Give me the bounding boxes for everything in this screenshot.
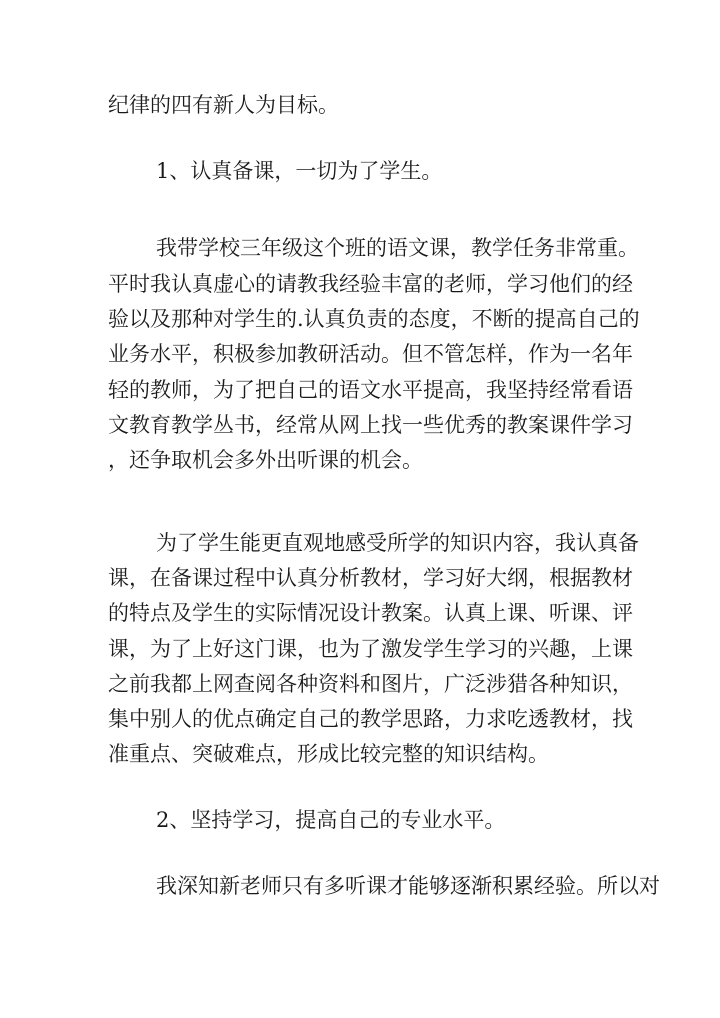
text-line: 验以及那种对学生的.认真负责的态度，不断的提高自己的 (108, 307, 640, 331)
section-heading: 2、坚持学习，提高自己的专业水平。 (156, 808, 506, 832)
text-line: 之前我都上网查阅各种资料和图片，广泛涉猎各种知识， (108, 672, 633, 696)
text-line: 我带学校三年级这个班的语文课，教学任务非常重。 (156, 236, 639, 260)
text-line: 为了学生能更直观地感受所学的知识内容，我认真备 (156, 531, 639, 555)
text-line: 纪律的四有新人为目标。 (108, 93, 339, 117)
text-line: 平时我认真虚心的请教我经验丰富的老师，学习他们的经 (108, 272, 633, 296)
text-line: 业务水平，积极参加教研活动。但不管怎样，作为一名年 (108, 342, 633, 366)
text-line: 课，为了上好这门课，也为了激发学生学习的兴趣，上课 (108, 637, 633, 661)
text-line: 文教育教学丛书，经常从网上找一些优秀的教案课件学习 (108, 413, 633, 437)
text-line: 集中别人的优点确定自己的教学思路，力求吃透教材，找 (108, 707, 633, 731)
section-heading: 1、认真备课，一切为了学生。 (156, 159, 443, 183)
text-line: 我深知新老师只有多听课才能够逐渐积累经验。所以对 (156, 874, 660, 898)
text-line: 准重点、突破难点，形成比较完整的知识结构。 (108, 742, 549, 766)
text-line: 轻的教师，为了把自己的语文水平提高，我坚持经常看语 (108, 378, 633, 402)
text-line: 课，在备课过程中认真分析教材，学习好大纲，根据教材 (108, 566, 633, 590)
text-line: 的特点及学生的实际情况设计教案。认真上课、听课、评 (108, 601, 633, 625)
text-line: ，还争取机会多外出听课的机会。 (108, 448, 423, 472)
